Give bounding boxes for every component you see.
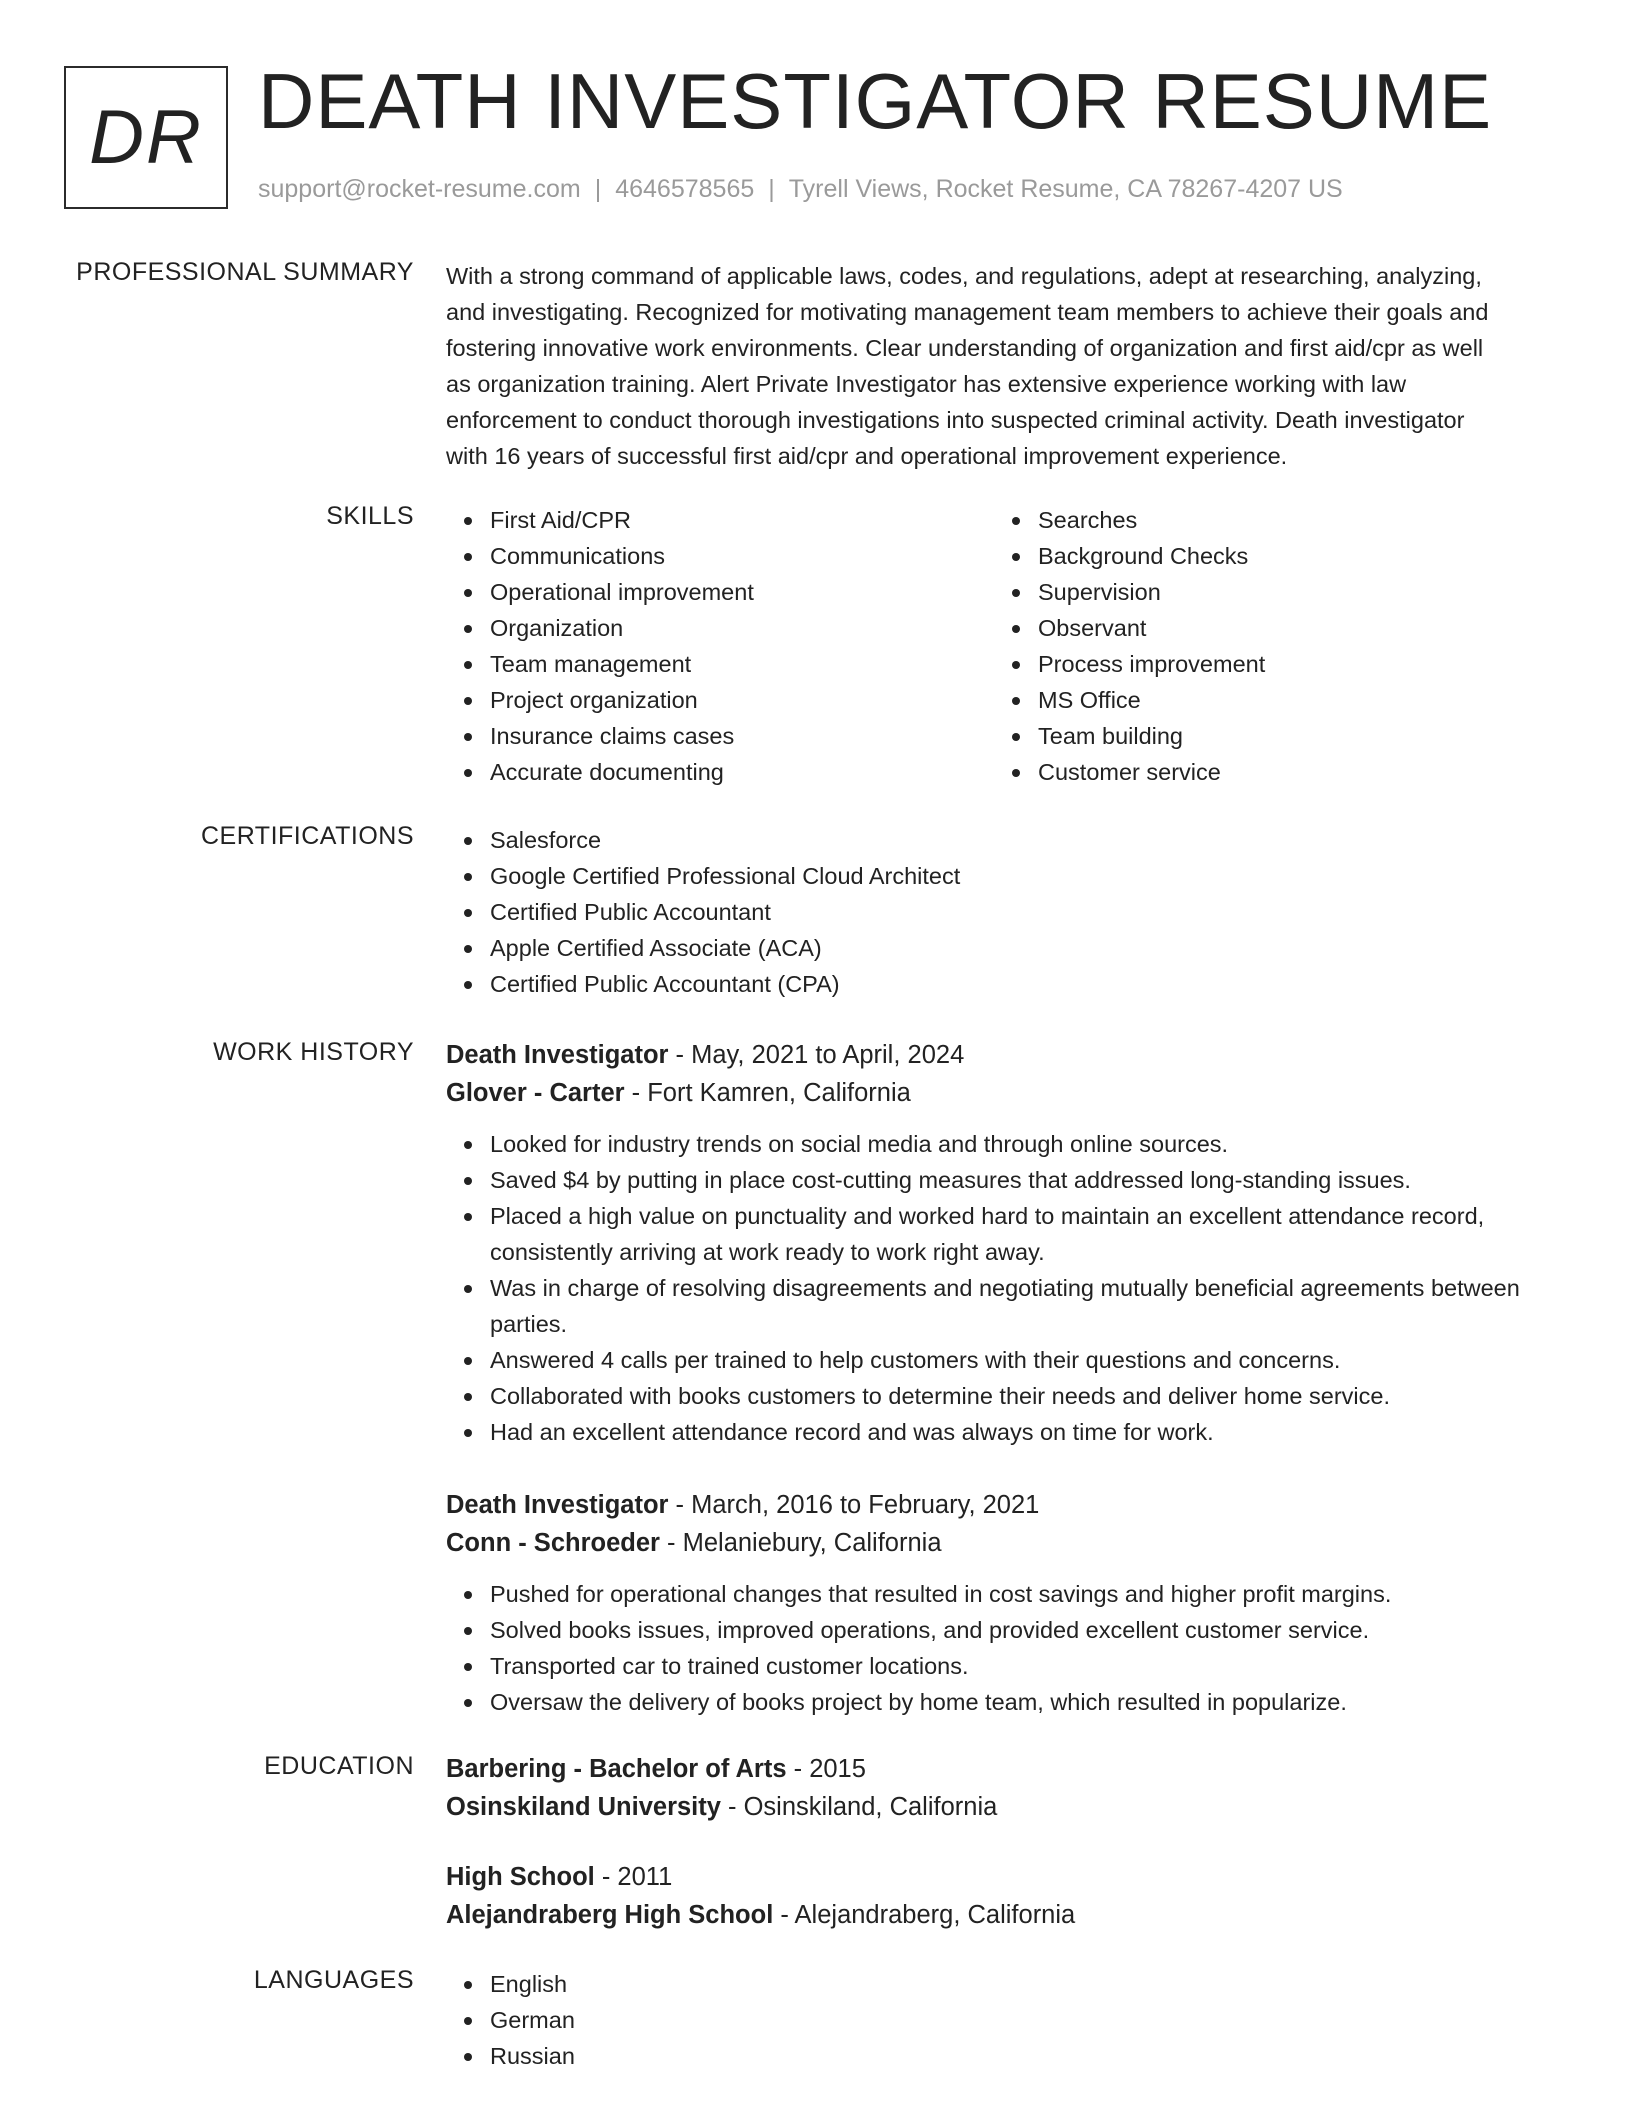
job-location: - Melaniebury, California <box>659 1529 942 1557</box>
summary-text <box>446 258 1562 474</box>
skill-item: Customer service <box>994 754 1542 790</box>
job-title: Death Investigator <box>446 1041 669 1069</box>
contact-separator: | <box>594 175 602 203</box>
job-bullet: Transported car to trained customer locations. <box>446 1648 1566 1684</box>
monogram-initials: DR <box>89 95 203 180</box>
job-title: Death Investigator <box>446 1491 669 1519</box>
job-bullet: Looked for industry trends on social media and through online sources. <box>446 1126 1566 1162</box>
education-degree: Barbering - Bachelor of Arts <box>446 1755 787 1783</box>
education-school: Osinskiland University <box>446 1793 721 1821</box>
certification-item: Apple Certified Associate (ACA) <box>446 930 1566 966</box>
skill-item: Accurate documenting <box>446 754 994 790</box>
skill-item: Background Checks <box>994 538 1542 574</box>
skill-item: Observant <box>994 610 1542 646</box>
job-dates: - May, 2021 to April, 2024 <box>668 1041 965 1069</box>
summary-line: With a strong command of applicable laws, codes, and regulations, adept at researching, analyzing, <box>446 263 1482 289</box>
skill-item: Communications <box>446 538 994 574</box>
job-bullet: Collaborated with books customers to determine their needs and deliver home service. <box>446 1378 1566 1414</box>
skill-item: First Aid/CPR <box>446 502 994 538</box>
job-bullet: Saved $4 by putting in place cost-cutting measures that addressed long-standing issues. <box>446 1162 1566 1198</box>
language-item: Russian <box>446 2038 1566 2074</box>
job-entry <box>446 1486 1566 1720</box>
contact-address: Tyrell Views, Rocket Resume, CA 78267-4207 US <box>788 175 1343 203</box>
certifications-list <box>446 822 1566 1002</box>
skill-item: Insurance claims cases <box>446 718 994 754</box>
job-location: - Fort Kamren, California <box>624 1079 911 1107</box>
skills-list-left <box>446 502 994 790</box>
skill-item: Searches <box>994 502 1542 538</box>
skill-item: Project organization <box>446 682 994 718</box>
education-location: - Osinskiland, California <box>720 1793 998 1821</box>
skills-list-right <box>994 502 1542 790</box>
contact-line <box>258 175 1343 204</box>
summary-line: as organization training. Alert Private Investigator has extensive experience working with law <box>446 371 1407 397</box>
education-entry <box>446 1750 1566 1826</box>
job-company: Conn - Schroeder <box>446 1529 660 1557</box>
language-item: English <box>446 1966 1566 2002</box>
job-bullet: Answered 4 calls per trained to help customers with their questions and concerns. <box>446 1342 1566 1378</box>
section-label-summary: PROFESSIONAL SUMMARY <box>76 258 414 286</box>
education-school-line <box>446 1896 1566 1934</box>
certification-item: Certified Public Accountant (CPA) <box>446 966 1566 1002</box>
monogram-box <box>64 66 228 209</box>
job-company-line <box>446 1074 1566 1112</box>
education-degree-line <box>446 1858 1566 1896</box>
job-bullets <box>446 1576 1566 1720</box>
section-label-skills: SKILLS <box>326 502 414 530</box>
section-label-certifications: CERTIFICATIONS <box>200 822 414 850</box>
skill-item: Operational improvement <box>446 574 994 610</box>
job-title-line <box>446 1036 1566 1074</box>
skill-item: MS Office <box>994 682 1542 718</box>
skill-item: Team building <box>994 718 1542 754</box>
contact-phone[interactable]: 4646578565 <box>615 175 755 203</box>
section-label-work-history: WORK HISTORY <box>213 1038 414 1066</box>
page-title: DEATH INVESTIGATOR RESUME <box>258 57 1493 145</box>
summary-line: with 16 years of successful first aid/cpr and operational improvement experience. <box>446 443 1288 469</box>
certification-item: Google Certified Professional Cloud Architect <box>446 858 1566 894</box>
education-year: - 2011 <box>594 1863 673 1891</box>
skill-item: Supervision <box>994 574 1542 610</box>
languages-list <box>446 1966 1566 2074</box>
language-item: German <box>446 2002 1566 2038</box>
skill-item: Team management <box>446 646 994 682</box>
certification-item: Certified Public Accountant <box>446 894 1566 930</box>
job-bullet: Pushed for operational changes that resulted in cost savings and higher profit margins. <box>446 1576 1566 1612</box>
section-label-education: EDUCATION <box>264 1752 414 1780</box>
job-dates: - March, 2016 to February, 2021 <box>668 1491 1040 1519</box>
job-bullet: Placed a high value on punctuality and worked hard to maintain an excellent attendance record, consistently arriving at work ready to work right away. <box>446 1198 1566 1270</box>
certification-item: Salesforce <box>446 822 1566 858</box>
education-degree-line <box>446 1750 1566 1788</box>
job-company: Glover - Carter <box>446 1079 625 1107</box>
certifications-body <box>446 822 1566 1002</box>
education-location: - Alejandraberg, California <box>773 1901 1076 1929</box>
skill-item: Organization <box>446 610 994 646</box>
skills-columns <box>446 502 1566 790</box>
languages-body <box>446 1966 1566 2074</box>
job-bullets <box>446 1126 1566 1450</box>
job-bullet: Oversaw the delivery of books project by home team, which resulted in popularize. <box>446 1684 1566 1720</box>
job-entry <box>446 1036 1566 1450</box>
summary-line: enforcement to conduct thorough investigations into suspected criminal activity. Death investigator <box>446 407 1465 433</box>
education-degree: High School <box>446 1863 595 1891</box>
summary-line: and investigating. Recognized for motivating management team members to achieve their goals and <box>446 299 1489 325</box>
skill-item: Process improvement <box>994 646 1542 682</box>
job-bullet: Was in charge of resolving disagreements and negotiating mutually beneficial agreements between parties. <box>446 1270 1566 1342</box>
education-entry <box>446 1858 1566 1934</box>
education-school: Alejandraberg High School <box>446 1901 774 1929</box>
education-school-line <box>446 1788 1566 1826</box>
job-title-line <box>446 1486 1566 1524</box>
job-company-line <box>446 1524 1566 1562</box>
education-year: - 2015 <box>786 1755 866 1783</box>
contact-separator: | <box>768 175 775 203</box>
job-bullet: Solved books issues, improved operations, and provided excellent customer service. <box>446 1612 1566 1648</box>
summary-line: fostering innovative work environments. Clear understanding of organization and first aid/cpr as well <box>446 335 1484 361</box>
work-history-body <box>446 1036 1566 1720</box>
contact-email[interactable]: support@rocket-resume.com <box>258 175 581 203</box>
section-label-languages: LANGUAGES <box>253 1966 414 1994</box>
education-body <box>446 1750 1566 1934</box>
job-bullet: Had an excellent attendance record and was always on time for work. <box>446 1414 1566 1450</box>
